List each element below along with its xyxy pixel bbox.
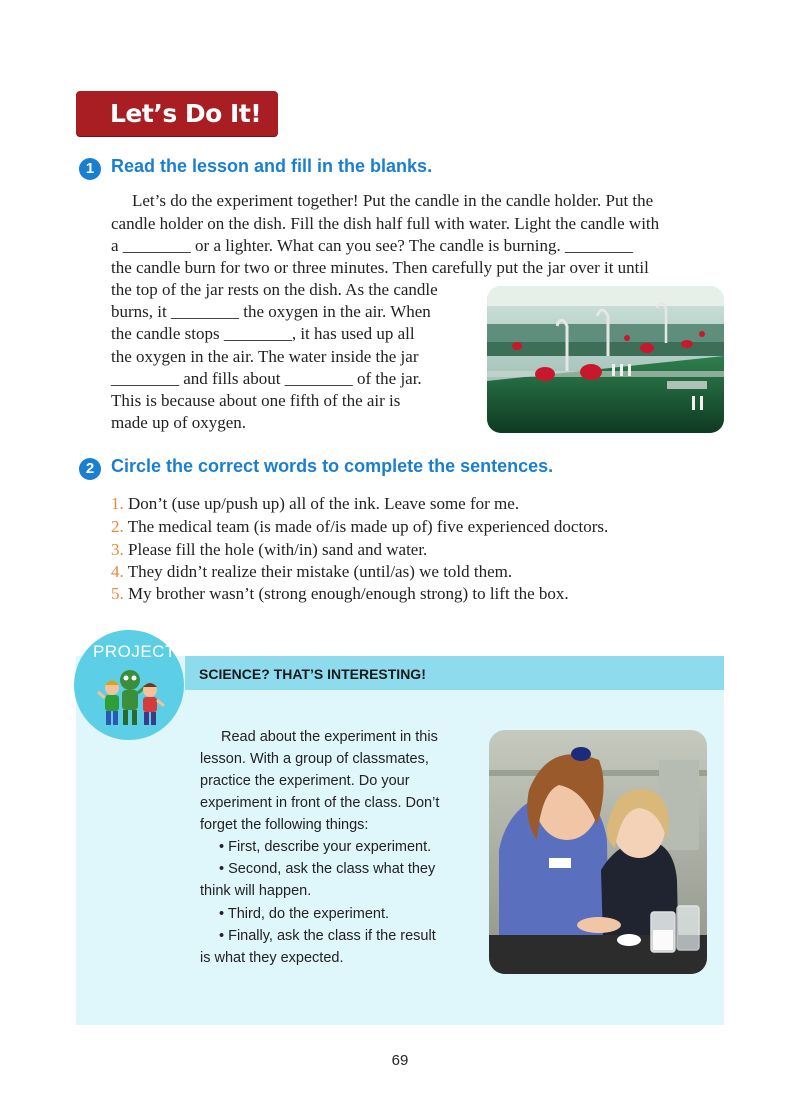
sentence-text: They didn’t realize their mistake (until/as) we told them.	[123, 562, 513, 581]
lesson-line: the candle burn for two or three minutes. Then carefully put the jar over it until	[111, 258, 649, 277]
project-line: practice the experiment. Do your	[200, 773, 410, 789]
lesson-line: the candle stops ________, it has used up all	[111, 324, 415, 343]
activity-1-heading: Read the lesson and fill in the blanks.	[111, 156, 433, 176]
project-line: Read about the experiment in this	[221, 729, 438, 745]
sentence-number: 1.	[111, 494, 124, 513]
sentence-item	[111, 517, 608, 537]
sentence-text: Don’t (use up/push up) all of the ink. Leave some for me.	[123, 494, 520, 513]
project-bullet: • Finally, ask the class if the result	[219, 928, 436, 944]
sentence-item	[111, 562, 512, 582]
lesson-line: ________ and fills about ________ of the jar.	[111, 369, 422, 388]
students-experiment-photo	[489, 730, 707, 974]
activity-2-heading: Circle the correct words to complete the sentences.	[111, 456, 554, 476]
project-line: think will happen.	[200, 883, 312, 899]
project-line: experiment in front of the class. Don’t	[200, 795, 440, 811]
sentence-number: 3.	[111, 540, 124, 559]
activity-2-number: 2	[79, 458, 101, 480]
sentence-number: 4.	[111, 562, 124, 581]
lesson-line: made up of oxygen.	[111, 413, 247, 432]
sentence-item	[111, 540, 427, 560]
page-number: 69	[391, 1052, 409, 1069]
sentence-text: My brother wasn’t (strong enough/enough strong) to lift the box.	[123, 584, 569, 603]
lesson-line: the oxygen in the air. The water inside the jar	[111, 347, 419, 366]
project-line: forget the following things:	[200, 817, 369, 833]
lesson-line: This is because about one fifth of the air is	[111, 391, 401, 410]
lesson-line: Let’s do the experiment together! Put the candle in the candle holder. Put the	[132, 191, 654, 210]
sentence-item	[111, 494, 519, 514]
lesson-line: burns, it ________ the oxygen in the air. When	[111, 302, 431, 321]
sentence-number: 5.	[111, 584, 124, 603]
sentence-number: 2.	[111, 517, 124, 536]
activity-1-number: 1	[79, 158, 101, 180]
project-line: lesson. With a group of classmates,	[200, 751, 429, 767]
project-bullet: • Third, do the experiment.	[219, 906, 390, 922]
lesson-line: candle holder on the dish. Fill the dish half full with water. Light the candle with	[111, 214, 660, 233]
project-label: PROJECT	[93, 642, 176, 661]
sentence-text: The medical team (is made of/is made up of) five experienced doctors.	[123, 517, 609, 536]
science-lab-photo	[487, 286, 724, 433]
lesson-line: a ________ or a lighter. What can you see? The candle is burning. ________	[111, 236, 633, 255]
sentence-text: Please fill the hole (with/in) sand and water.	[123, 540, 428, 559]
sentence-item	[111, 584, 569, 604]
lesson-line: the top of the jar rests on the dish. As the candle	[111, 280, 438, 299]
project-title: SCIENCE? THAT’S INTERESTING!	[199, 666, 426, 682]
project-line: is what they expected.	[200, 950, 344, 966]
project-bullet: • Second, ask the class what they	[219, 861, 436, 877]
project-bullet: • First, describe your experiment.	[219, 839, 432, 855]
lets-do-it-banner: Let’s Do It!	[76, 91, 278, 136]
